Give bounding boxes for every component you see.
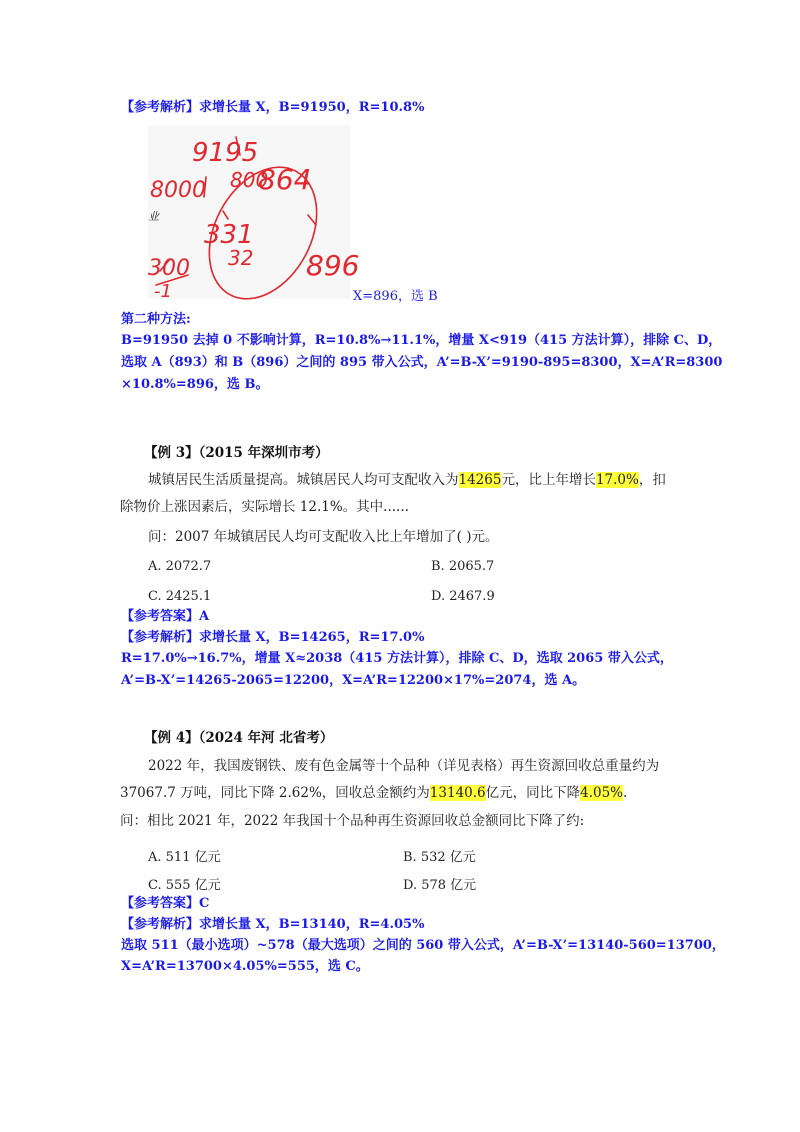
method2-title: 第二种方法: [121,312,191,327]
example3-text-a: 城镇居民生活质量提高。城镇居民人均可支配收入为 [148,472,459,488]
example4-paragraph-line-2 [120,782,627,804]
sketch-number-9195: 9195 [192,138,259,168]
example4-answer: 【参考答案】C [121,896,210,911]
example3-option-a: A. 2072.7 [148,559,212,574]
example3-answer: 【参考答案】A [121,609,210,624]
example4-analysis-line-3: X=A’R=13700×4.05%=555，选 C。 [121,959,369,974]
example4-question: 问：相比 2021 年，2022 年我国十个品种再生资源回收总金额同比下降了约: [120,813,585,829]
sketch-number-8000: 8000 [150,178,206,203]
highlight-17-percent: 17.0% [595,472,639,488]
example4-analysis-line-1: 【参考解析】求增长量 X，B=13140，R=4.05% [121,917,425,932]
stroke-c [223,211,228,219]
sketch-number-32: 32 [228,246,254,270]
example4-option-b: B. 532 亿元 [403,850,476,865]
result-text: X=896，选 B [353,289,438,304]
sketch-number-minus1: -1 [154,281,172,302]
example3-text-c: ，扣 [638,472,666,488]
example4-option-d: D. 578 亿元 [403,878,477,893]
example4-title: 【例 4】（2024 年河 北省考） [144,730,334,746]
analysis-line-1: 【参考解析】求增长量 X，B=91950，R=10.8% [121,100,425,115]
example3-option-c: C. 2425.1 [148,589,212,604]
sketch-number-300: 300 [148,256,190,281]
example4-text-b: 亿元，同比下降 [485,785,581,801]
sketch-number-331: 331 [204,220,254,250]
highlight-4-05-percent: 4.05% [580,785,624,801]
highlight-13140-6: 13140.6 [429,785,486,801]
example3-analysis-line-2: R=17.0%→16.7%，增量 X≈2038（415 方法计算），排除 C、D，选取 2065 带入公式， [121,651,673,666]
example4-text-c: . [623,785,628,801]
example3-text-b: 元，比上年增长 [501,472,596,488]
example3-analysis-line-3: A’=B-X’=14265-2065=12200，X=A’R=12200×17%=2074，选 A。 [121,673,586,688]
example3-analysis-line-1: 【参考解析】求增长量 X，B=14265，R=17.0% [121,630,425,645]
example4-analysis-line-2: 选取 511（最小选项）~578（最大选项）之间的 560 带入公式，A’=B-X’=13140-560=13700， [121,938,725,953]
example3-paragraph-line-2: 除物价上涨因素后，实际增长 12.1%。其中...... [120,499,409,515]
handwritten-sketch-svg [148,125,360,302]
method2-line-2: 选取 A（893）和 B（896）之间的 895 带入公式，A’=B-X’=9190-895=8300，X=A’R=8300 [121,355,723,370]
sketch-number-896: 896 [306,249,360,282]
sketch-number-800: 800 [230,168,269,192]
example4-option-a: A. 511 亿元 [148,850,221,865]
example3-question: 问：2007 年城镇居民人均可支配收入比上年增加了( )元。 [148,529,499,545]
stroke-e [308,215,316,225]
example3-option-b: B. 2065.7 [431,559,495,574]
method2-line-3: ×10.8%=896，选 B。 [121,377,269,392]
sketch-label-left: 业 [148,210,159,223]
example3-paragraph-line-1 [148,469,666,491]
method2-line-1: B=91950 去掉 0 不影响计算，R=10.8%→11.1%，增量 X<919（415 方法计算），排除 C、D， [121,333,722,348]
example3-title: 【例 3】（2015 年深圳市考） [144,445,329,461]
example4-paragraph-line-1: 2022 年，我国废钢铁、废有色金属等十个品种（详见表格）再生资源回收总重量约为 [148,758,660,774]
sketch-number-864: 864 [258,163,312,196]
example4-option-c: C. 555 亿元 [148,878,221,893]
example4-text-a: 37067.7 万吨，同比下降 2.62%，回收总金额约为 [120,785,430,801]
example3-option-d: D. 2467.9 [431,589,495,604]
handwritten-sketch [148,125,360,302]
highlight-14265: 14265 [458,472,502,488]
